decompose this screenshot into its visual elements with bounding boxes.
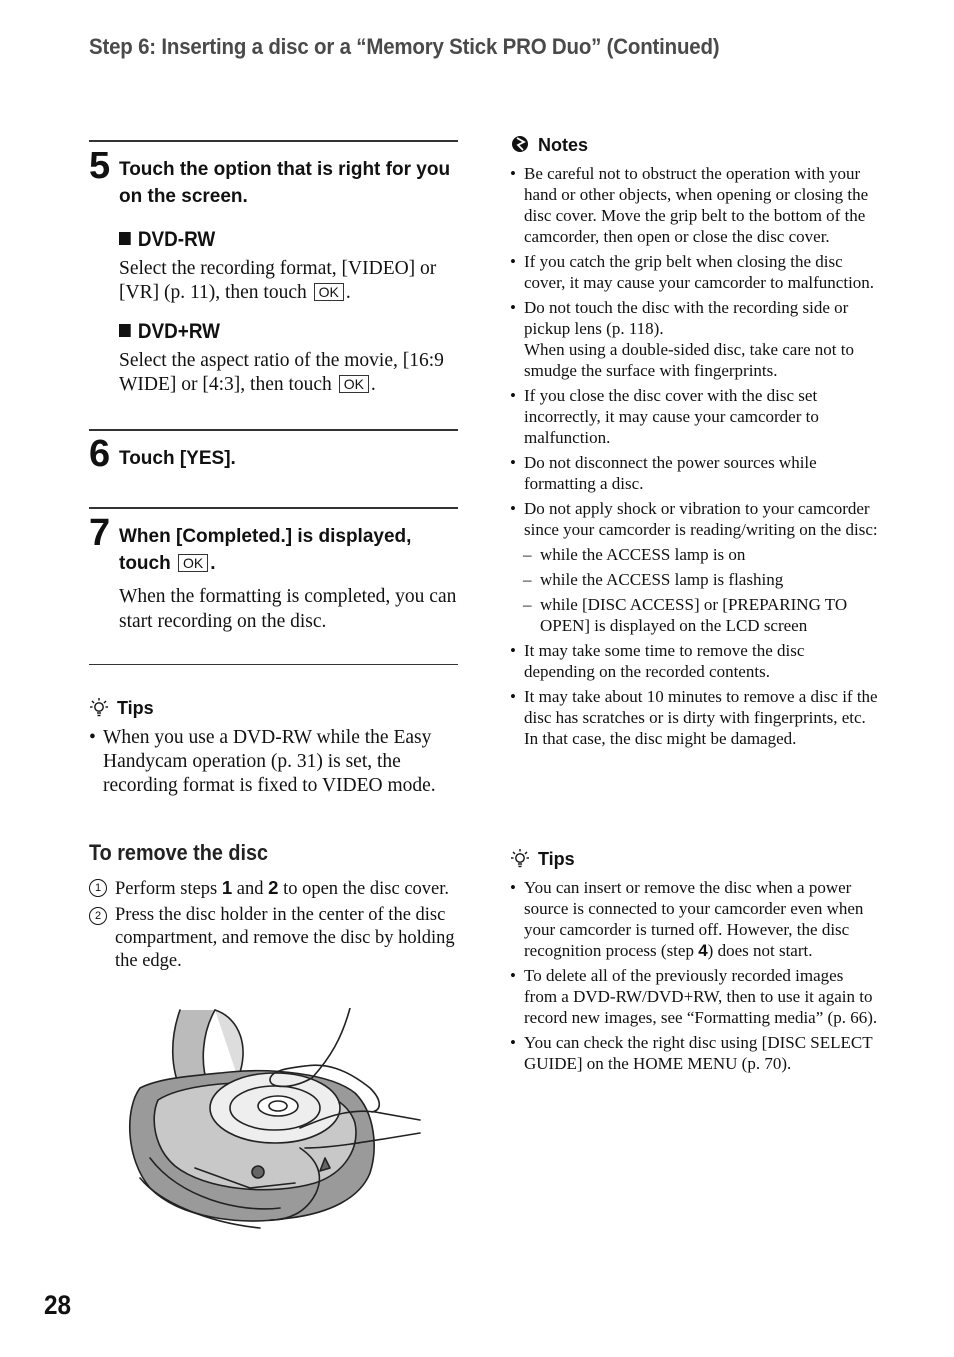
notes-heading: Notes [510,134,588,156]
sub-list-item: – while the ACCESS lamp is flashing [510,569,878,590]
tips-left-list [89,726,457,798]
lightbulb-icon [510,848,530,868]
list-item: • You can check the right disc using [DISC SELECT GUIDE] on the HOME MENU (p. 70). [510,1032,878,1074]
lightbulb-icon [89,697,109,717]
tips-left-heading: Tips [89,697,154,719]
dvd-rw-instructions: Select the recording format, [VIDEO] or [VR] (p. 11), then touch OK . [119,258,437,303]
square-bullet-icon [119,324,131,337]
notes-warning-icon [510,134,530,154]
list-item: • Do not disconnect the power sources while formatting a disc. [510,452,878,494]
circled-number: 2 [89,907,107,925]
list-item: • To delete all of the previously recorded images from a DVD-RW/DVD+RW, then to use it again to record new images, see “Formatting media” (p. 66). [510,965,878,1028]
page-number: 28 [44,1290,72,1320]
step-5-title: Touch the option that is right for you on the screen. [119,159,451,207]
list-item: 1 Perform steps 1 and 2 to open the disc cover. [89,876,457,901]
tips-right-list [510,877,878,1078]
list-item: • Do not touch the disc with the recording side or pickup lens (p. 118). When using a double-sided disc, take care not to smudge the surface with fingerprints. [510,297,878,381]
divider-step5 [89,140,458,142]
sub-list-item: – while the ACCESS lamp is on [510,544,878,565]
sub-list-item: – while [DISC ACCESS] or [PREPARING TO OPEN] is displayed on the LCD screen [510,594,878,636]
ok-button-glyph: OK [178,554,208,572]
step-5-number: 5 [89,145,111,187]
remove-disc-heading: To remove the disc [89,840,268,865]
step-7-number: 7 [89,512,111,554]
list-item: • Do not apply shock or vibration to your camcorder since your camcorder is reading/writing on the disc: [510,498,878,540]
dvd-plus-rw-instructions: Select the aspect ratio of the movie, [16:9 WIDE] or [4:3], then touch OK . [119,350,444,395]
circled-number: 1 [89,879,107,897]
list-item: • You can insert or remove the disc when a power source is connected to your camcorder even when your camcorder is turned off. However, the disc recognition process (step 4) does not start. [510,877,878,961]
list-item: • If you close the disc cover with the disc set incorrectly, it may cause your camcorder to malfunction. [510,385,878,448]
list-item: • It may take about 10 minutes to remove a disc if the disc has scratches or is dirty with fingerprints, etc. In that case, the disc might be damaged. [510,686,878,749]
square-bullet-icon [119,232,131,245]
step-6-title: Touch [YES]. [119,448,236,469]
remove-disc-steps [89,876,457,976]
list-item: • It may take some time to remove the disc depending on the recorded contents. [510,640,878,682]
list-item: 2 Press the disc holder in the center of the disc compartment, and remove the disc by holding the edge. [89,904,457,973]
divider-step6 [89,429,458,431]
step-7-body: When the formatting is completed, you can start recording on the disc. [119,586,457,632]
step-7-title: When [Completed.] is displayed, touch OK . [119,526,412,574]
page-header-title: Step 6: Inserting a disc or a “Memory Stick PRO Duo” (Continued) [89,34,720,59]
list-item: • When you use a DVD-RW while the Easy Handycam operation (p. 31) is set, the recording format is fixed to VIDEO mode. [89,726,457,798]
notes-list [510,163,878,753]
tips-right-heading: Tips [510,848,575,870]
list-item: • Be careful not to obstruct the operation with your hand or other objects, when opening or closing the disc cover. Move the grip belt to the bottom of the camcorder, then open or close the disc cover. [510,163,878,247]
step-6-number: 6 [89,433,111,475]
ok-button-glyph: OK [339,375,369,393]
ok-button-glyph: OK [314,283,344,301]
disc-removal-illustration [120,1008,430,1233]
list-item: • If you catch the grip belt when closing the disc cover, it may cause your camcorder to malfunction. [510,251,878,293]
divider-tips [89,664,458,665]
dvd-rw-heading: DVD-RW [119,228,215,252]
divider-step7 [89,507,458,509]
dvd-plus-rw-heading: DVD+RW [119,320,220,344]
